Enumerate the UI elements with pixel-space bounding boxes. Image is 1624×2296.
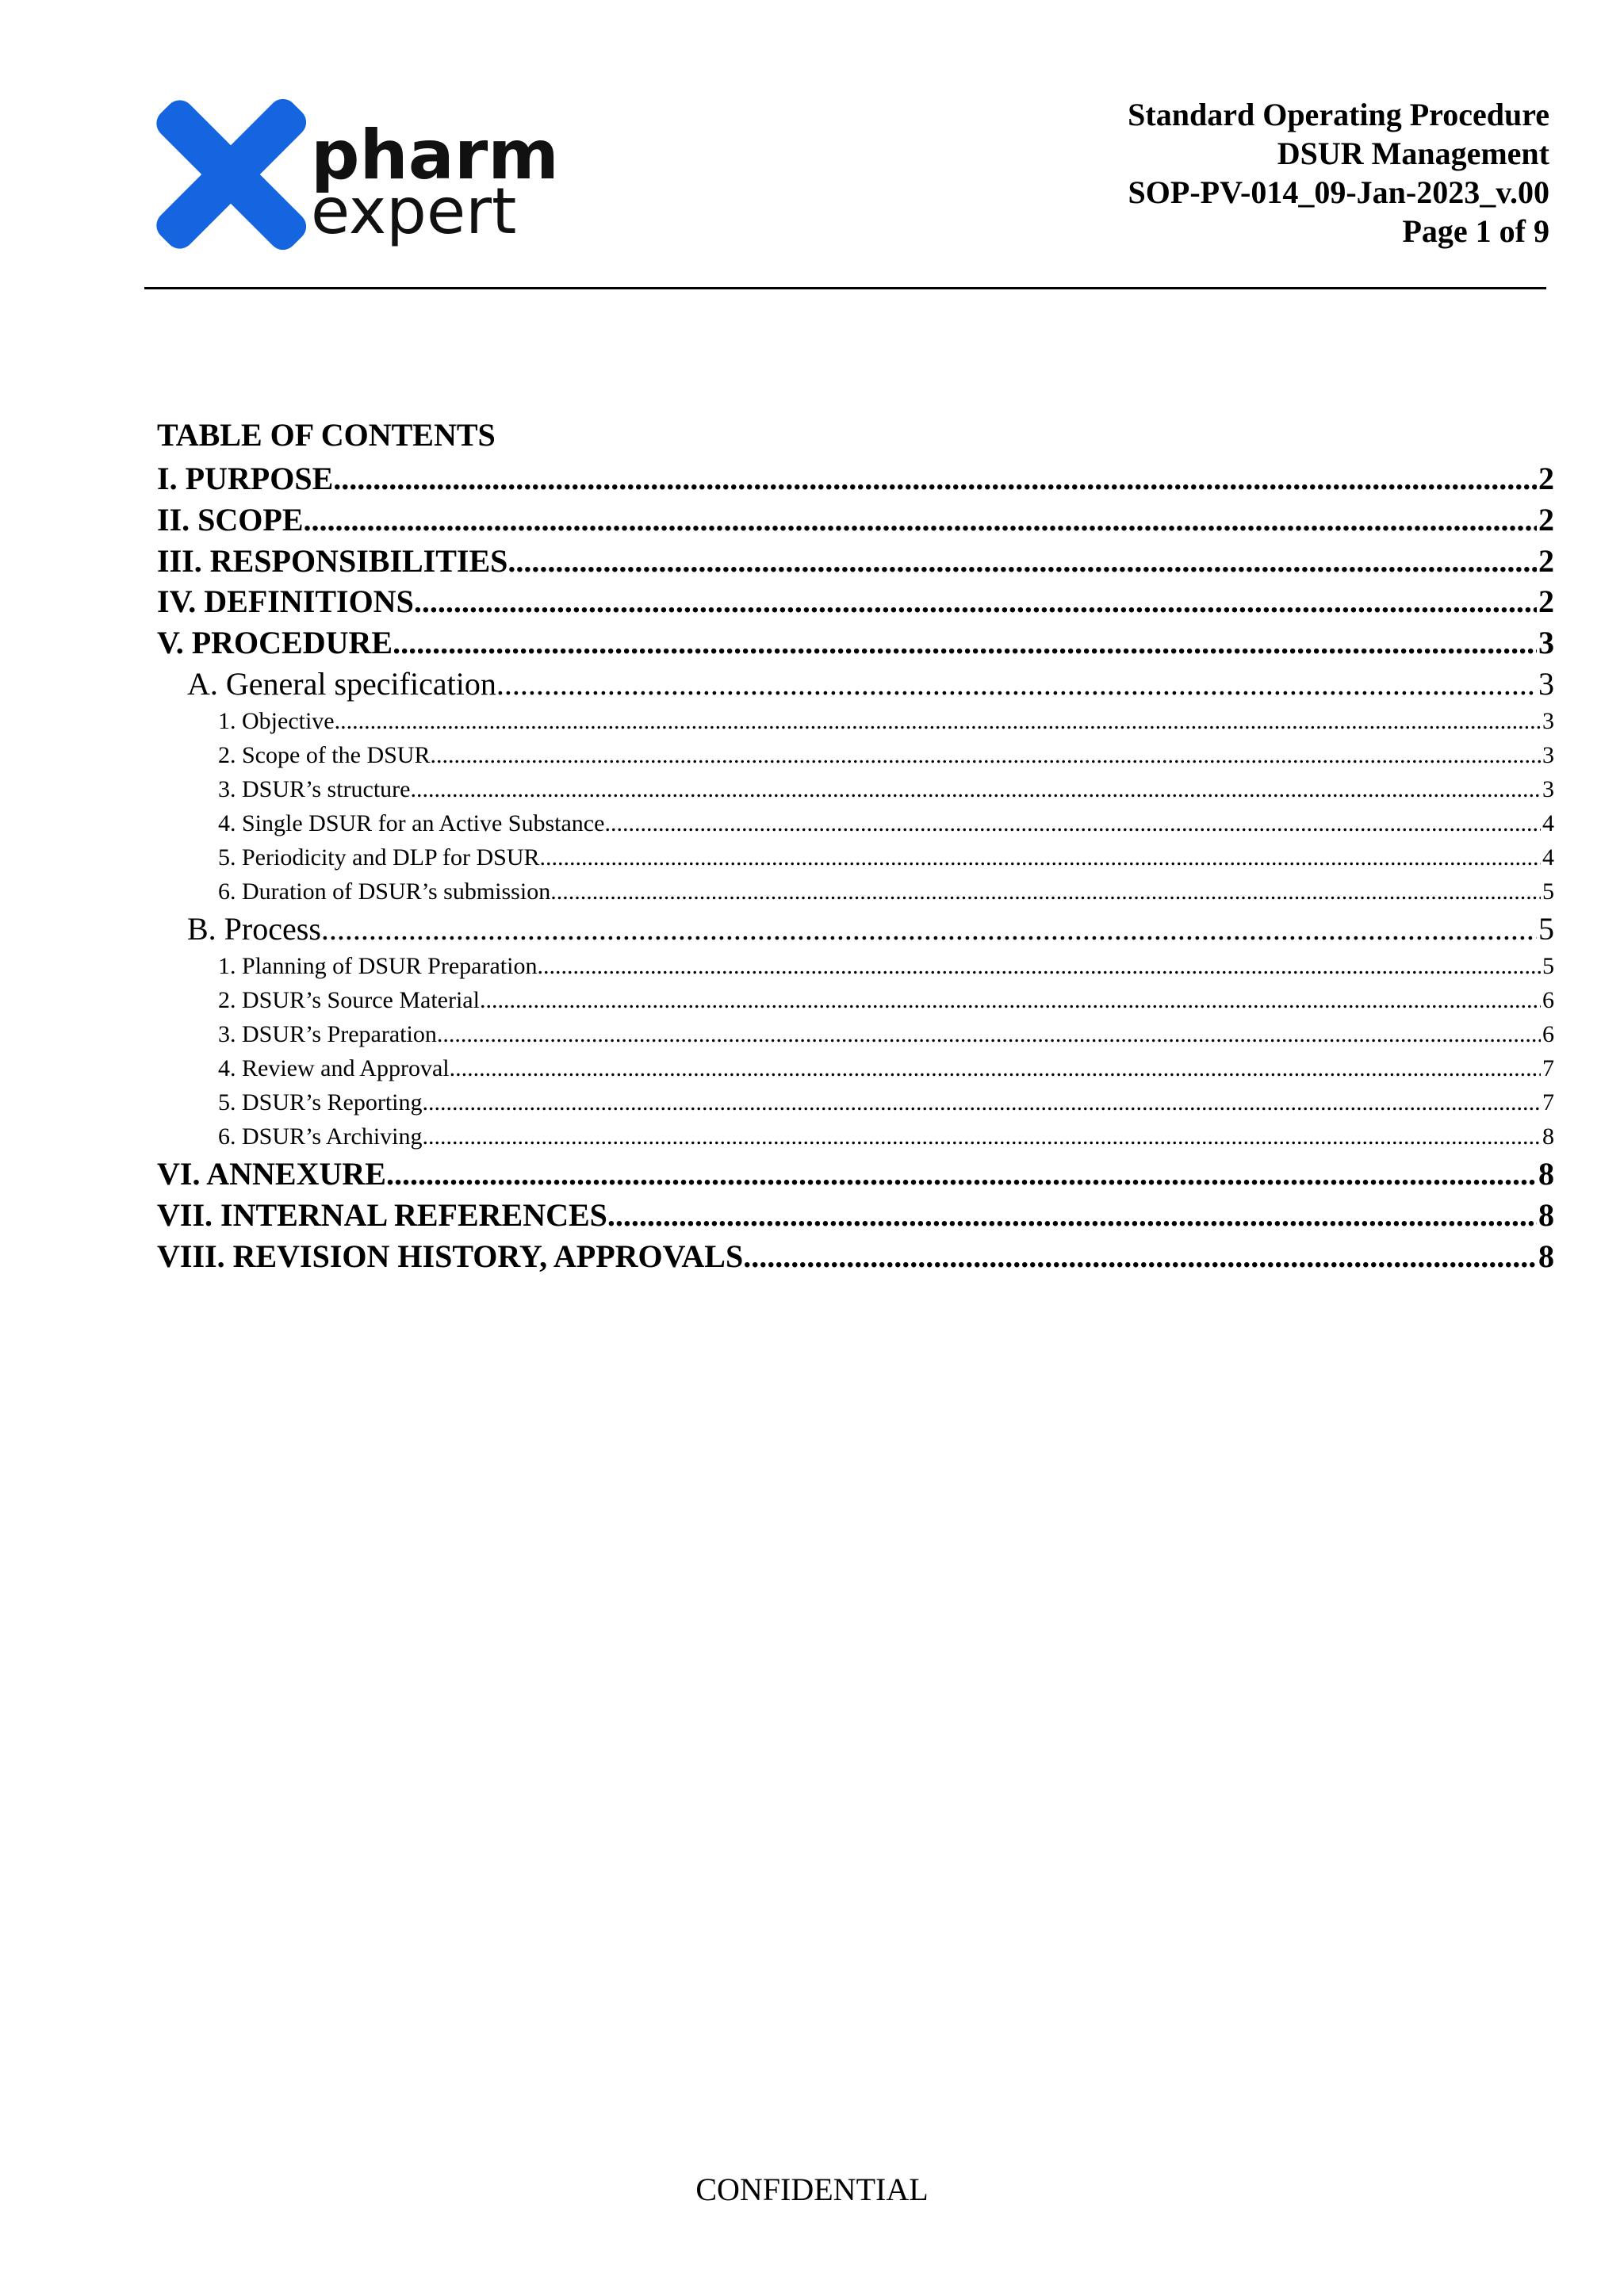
toc-dot-leader <box>304 499 1538 541</box>
toc-entry[interactable] <box>157 499 1554 541</box>
toc-dot-leader <box>450 1051 1541 1085</box>
x-cross-logo-icon <box>155 92 306 258</box>
toc-entry[interactable] <box>157 983 1554 1017</box>
toc-entry-label: 1. Objective <box>218 707 335 734</box>
header-divider <box>144 287 1546 289</box>
toc-entry-label: IV. DEFINITIONS <box>157 584 414 620</box>
toc-entry[interactable] <box>157 1119 1554 1154</box>
toc-entry-page: 3 <box>1542 707 1554 734</box>
toc-dot-leader <box>335 704 1541 738</box>
toc-dot-leader <box>333 458 1537 499</box>
toc-dot-leader <box>496 664 1537 704</box>
toc-entry[interactable] <box>157 581 1554 622</box>
toc-entry-label: 1. Planning of DSUR Preparation <box>218 952 538 979</box>
toc-entry[interactable] <box>157 1236 1554 1277</box>
toc-entry[interactable] <box>157 909 1554 949</box>
toc-entry-label: 3. DSUR’s Preparation <box>218 1020 437 1047</box>
toc-dot-leader <box>604 806 1541 840</box>
toc-entry-page: 2 <box>1538 461 1554 496</box>
toc-entry-label: V. PROCEDURE <box>157 625 393 661</box>
toc-entry-page: 4 <box>1542 844 1554 871</box>
toc-entry-page: 5 <box>1542 952 1554 979</box>
toc-entry-label: II. SCOPE <box>157 501 304 538</box>
toc-entry[interactable] <box>157 738 1554 772</box>
toc-entry-page: 3 <box>1542 775 1554 802</box>
toc-entry-label: 3. DSUR’s structure <box>218 775 411 802</box>
toc-entry-page: 5 <box>1542 878 1554 905</box>
toc-entry-label: 6. DSUR’s Archiving <box>218 1123 423 1150</box>
table-of-contents <box>157 458 1554 1276</box>
toc-entry[interactable] <box>157 1195 1554 1236</box>
toc-entry-page: 3 <box>1542 741 1554 768</box>
toc-entry-label: VIII. REVISION HISTORY, APPROVALS <box>157 1238 744 1274</box>
toc-entry-page: 6 <box>1542 1020 1554 1047</box>
toc-entry-page: 4 <box>1542 809 1554 836</box>
toc-entry-label: I. PURPOSE <box>157 461 334 496</box>
header-doc-code: SOP-PV-014_09-Jan-2023_v.00 <box>1128 174 1549 210</box>
toc-entry-label: 2. Scope of the DSUR <box>218 741 431 768</box>
toc-dot-leader <box>480 983 1541 1017</box>
toc-dot-leader <box>386 1154 1537 1195</box>
toc-dot-leader <box>430 738 1541 772</box>
toc-entry[interactable] <box>157 664 1554 704</box>
toc-dot-leader <box>607 1195 1537 1236</box>
toc-entry-label: 2. DSUR’s Source Material <box>218 986 480 1013</box>
toc-dot-leader <box>393 622 1537 664</box>
toc-dot-leader <box>743 1236 1537 1277</box>
toc-entry[interactable] <box>157 1051 1554 1085</box>
toc-entry[interactable] <box>157 622 1554 664</box>
toc-entry[interactable] <box>157 806 1554 840</box>
toc-entry[interactable] <box>157 1017 1554 1051</box>
toc-entry-label: VI. ANNEXURE <box>157 1155 386 1192</box>
toc-entry-page: 5 <box>1538 910 1554 947</box>
toc-title: TABLE OF CONTENTS <box>157 417 496 453</box>
toc-entry-page: 8 <box>1538 1238 1554 1274</box>
toc-entry-label: 4. Review and Approval <box>218 1054 450 1081</box>
toc-entry-label: A. General specification <box>187 665 496 702</box>
toc-entry-page: 8 <box>1542 1123 1554 1150</box>
company-logo <box>155 92 568 258</box>
toc-entry-page: 3 <box>1538 665 1554 702</box>
toc-entry[interactable] <box>157 772 1554 806</box>
toc-dot-leader <box>414 581 1537 622</box>
toc-entry-page: 2 <box>1538 501 1554 538</box>
toc-entry-label: 6. Duration of DSUR’s submission <box>218 878 551 905</box>
toc-entry-page: 2 <box>1538 584 1554 620</box>
toc-entry-label: VII. INTERNAL REFERENCES <box>157 1196 607 1233</box>
logo-word-pharm: pharm <box>311 116 559 195</box>
toc-entry[interactable] <box>157 1085 1554 1119</box>
toc-dot-leader <box>423 1085 1541 1119</box>
toc-entry[interactable] <box>157 704 1554 738</box>
toc-entry-page: 7 <box>1542 1054 1554 1081</box>
toc-entry-page: 2 <box>1538 542 1554 579</box>
toc-dot-leader <box>540 840 1541 874</box>
toc-dot-leader <box>550 874 1541 909</box>
toc-entry-label: B. Process <box>187 910 321 947</box>
logo-word-expert: expert <box>311 174 517 248</box>
header-doc-title: DSUR Management <box>1277 136 1549 171</box>
header-page-number: Page 1 of 9 <box>1402 213 1549 249</box>
header-doc-type: Standard Operating Procedure <box>1128 97 1549 132</box>
toc-dot-leader <box>508 541 1537 582</box>
toc-entry[interactable] <box>157 874 1554 909</box>
toc-dot-leader <box>537 949 1541 983</box>
toc-entry-page: 8 <box>1538 1196 1554 1233</box>
toc-entry-page: 3 <box>1538 625 1554 661</box>
toc-entry-label: 5. Periodicity and DLP for DSUR <box>218 844 540 871</box>
toc-entry-label: 5. DSUR’s Reporting <box>218 1089 423 1115</box>
toc-dot-leader <box>411 772 1542 806</box>
toc-entry[interactable] <box>157 949 1554 983</box>
toc-entry-page: 7 <box>1542 1089 1554 1115</box>
toc-entry-label: 4. Single DSUR for an Active Substance <box>218 809 605 836</box>
toc-dot-leader <box>437 1017 1541 1051</box>
toc-entry[interactable] <box>157 1154 1554 1195</box>
toc-entry-page: 6 <box>1542 986 1554 1013</box>
toc-entry[interactable] <box>157 541 1554 582</box>
toc-entry-label: III. RESPONSIBILITIES <box>157 542 508 579</box>
toc-dot-leader <box>321 909 1537 949</box>
toc-entry[interactable] <box>157 458 1554 499</box>
toc-entry[interactable] <box>157 840 1554 874</box>
document-header <box>1128 95 1549 251</box>
toc-entry-page: 8 <box>1538 1155 1554 1192</box>
confidential-footer: CONFIDENTIAL <box>695 2172 929 2207</box>
toc-dot-leader <box>423 1119 1541 1154</box>
